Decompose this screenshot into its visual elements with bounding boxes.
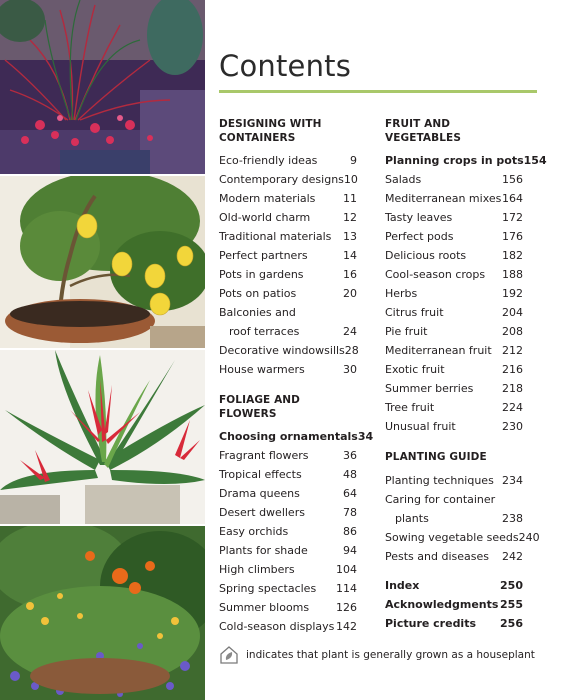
section-heading-line: FOLIAGE AND FLOWERS (219, 394, 300, 420)
section-heading-line: PLANTING GUIDE (385, 451, 487, 463)
toc-entry-label: Plants for shade (219, 544, 308, 557)
toc-entry-page: 13 (343, 230, 357, 243)
toc-entry-label: Index (385, 578, 420, 592)
toc-entry[interactable] (219, 560, 357, 579)
toc-entry[interactable] (385, 398, 523, 417)
toc-entry-page: 30 (343, 363, 357, 376)
toc-entry[interactable] (385, 576, 523, 595)
toc-entry-page: 14 (343, 249, 357, 262)
toc-entry-page: 172 (502, 211, 523, 224)
toc-entry-label: Caring for container (385, 492, 496, 506)
toc-entry[interactable] (219, 503, 357, 522)
toc-entry[interactable] (219, 284, 357, 303)
toc-entry-page: 28 (344, 344, 359, 357)
toc-entry-page: 218 (502, 382, 523, 395)
toc-entry[interactable] (219, 360, 357, 379)
toc-entry[interactable] (385, 614, 523, 633)
toc-entry-label: Pie fruit (385, 325, 428, 338)
footnote-text: indicates that plant is generally grown as a houseplant (246, 649, 535, 661)
toc-entry[interactable] (385, 170, 523, 189)
toc-section-foliage (219, 394, 374, 636)
toc-entry[interactable] (219, 522, 357, 541)
toc-entry-page: 212 (502, 344, 523, 357)
toc-entry-label: Desert dwellers (219, 506, 305, 519)
toc-entry-label: Easy orchids (219, 525, 289, 538)
toc-entry-label: plants (395, 511, 429, 525)
toc-entry-page: 16 (343, 268, 357, 281)
toc-entry[interactable] (385, 246, 523, 265)
toc-entry-page: 204 (502, 306, 523, 319)
toc-entry-label: roof terraces (229, 325, 300, 338)
toc-entry[interactable] (219, 322, 357, 341)
toc-entry-page: 188 (502, 268, 523, 281)
toc-entry-label: Eco-friendly ideas (219, 154, 318, 167)
toc-entry[interactable] (385, 227, 523, 246)
toc-entry-page: 156 (502, 173, 523, 186)
toc-entry-label: Mediterranean mixes (385, 192, 502, 205)
toc-entry-label: Picture credits (385, 616, 477, 630)
toc-entry-label: Unusual fruit (385, 420, 456, 433)
toc-entry-page: 250 (500, 578, 523, 592)
toc-entry-label: Planning crops in pots (385, 154, 524, 167)
toc-entry-page: 9 (350, 154, 357, 167)
section-heading (385, 451, 523, 465)
toc-entry-page: 255 (500, 597, 523, 611)
toc-entry[interactable] (385, 322, 523, 341)
toc-entry-page: 164 (502, 192, 523, 205)
toc-entry-label: Decorative windowsills (219, 344, 345, 357)
toc-entry[interactable] (219, 541, 357, 560)
section-heading (385, 118, 523, 145)
toc-entry-label: Delicious roots (385, 249, 467, 262)
photo-summer-container (0, 526, 205, 700)
toc-entry[interactable] (219, 170, 357, 189)
toc-entry-page: 86 (343, 525, 357, 538)
section-spacer (385, 566, 523, 576)
toc-entry[interactable] (385, 189, 523, 208)
toc-entry-page: 192 (502, 287, 523, 300)
toc-entry-label: Tasty leaves (385, 211, 453, 224)
toc-entry[interactable] (385, 303, 523, 322)
toc-entry-page: 182 (502, 249, 523, 262)
toc-entry[interactable] (385, 528, 540, 547)
toc-entry[interactable] (219, 151, 357, 170)
toc-entry-label: Tree fruit (385, 401, 435, 414)
toc-entry-page: 20 (343, 287, 357, 300)
toc-entry-page: 216 (502, 363, 523, 376)
toc-entry[interactable] (219, 579, 357, 598)
toc-entry-label: Planting techniques (385, 473, 494, 487)
grass-container-image (0, 0, 205, 174)
toc-entry[interactable] (219, 303, 357, 322)
toc-entry-label: Fragrant flowers (219, 449, 309, 462)
toc-entry[interactable] (219, 484, 357, 503)
toc-entry-page: 238 (502, 511, 523, 525)
toc-entry-page: 240 (518, 530, 540, 544)
toc-entry-label: Drama queens (219, 487, 300, 500)
toc-entry-label: Balconies and (219, 306, 296, 319)
toc-entry[interactable] (219, 189, 357, 208)
toc-entry-label: Herbs (385, 287, 418, 300)
toc-entry-label: Cool-season crops (385, 268, 486, 281)
toc-entry-page: 224 (502, 401, 523, 414)
toc-entry[interactable] (385, 360, 523, 379)
toc-entry-page: 104 (336, 563, 357, 576)
toc-entry[interactable] (385, 417, 523, 436)
toc-entry[interactable] (385, 151, 547, 170)
toc-entry[interactable] (219, 341, 357, 360)
lemon-tree-image (0, 176, 205, 348)
toc-entry-label: Cold-season displays (219, 620, 335, 633)
section-heading-line: DESIGNING WITH (219, 118, 322, 130)
toc-entry-label: Choosing ornamentals (219, 430, 358, 443)
toc-entry-label: Citrus fruit (385, 306, 444, 319)
title-underline (219, 90, 537, 93)
toc-section-planting (385, 451, 540, 566)
toc-entry-page: 36 (343, 449, 357, 462)
toc-left-column (219, 118, 374, 636)
toc-entry[interactable] (219, 427, 374, 446)
toc-entry[interactable] (385, 341, 523, 360)
toc-entry-label: Old-world charm (219, 211, 311, 224)
toc-section-fruit-veg (385, 118, 547, 436)
toc-entry[interactable] (385, 490, 523, 509)
toc-entry-page: 10 (343, 173, 358, 186)
toc-entry[interactable] (219, 265, 357, 284)
toc-entry-label: High climbers (219, 563, 295, 576)
toc-entry[interactable] (219, 246, 357, 265)
section-heading-line: FRUIT AND VEGETABLES (385, 118, 461, 144)
toc-entry[interactable] (385, 208, 523, 227)
toc-entry[interactable] (385, 595, 523, 614)
section-spacer (385, 436, 523, 451)
section-heading-line: CONTAINERS (219, 131, 296, 144)
toc-entry[interactable] (385, 471, 523, 490)
toc-entry[interactable] (219, 598, 357, 617)
toc-entry-page: 24 (343, 325, 357, 338)
toc-entry[interactable] (219, 446, 357, 465)
toc-entry-page: 48 (343, 468, 357, 481)
section-heading (219, 118, 357, 145)
toc-entry-label: Acknowledgments (385, 597, 499, 611)
toc-entry-page: 126 (336, 601, 357, 614)
toc-entry-page: 230 (502, 420, 523, 433)
toc-section-backmatter (385, 576, 523, 633)
toc-entry-label: Perfect pods (385, 230, 454, 243)
toc-entry-label: Perfect partners (219, 249, 308, 262)
toc-entry[interactable] (385, 265, 523, 284)
toc-entry-page: 78 (343, 506, 357, 519)
toc-entry-page: 256 (500, 616, 523, 630)
toc-entry-page: 176 (502, 230, 523, 243)
page-title: Contents (219, 49, 352, 83)
toc-entry-label: Pots in gardens (219, 268, 304, 281)
toc-entry[interactable] (385, 284, 523, 303)
toc-entry[interactable] (385, 379, 523, 398)
section-spacer (219, 379, 357, 394)
toc-right-column (385, 118, 547, 633)
section-heading (219, 394, 357, 421)
toc-entry-label: Tropical effects (219, 468, 302, 481)
toc-entry-page: 12 (343, 211, 357, 224)
toc-entry-label: Traditional materials (219, 230, 332, 243)
toc-entry-label: Summer berries (385, 382, 474, 395)
toc-entry-label: Pests and diseases (385, 549, 489, 563)
toc-entry-label: Spring spectacles (219, 582, 317, 595)
toc-entry-page: 234 (502, 473, 523, 487)
toc-entry[interactable] (219, 227, 357, 246)
photo-strip (0, 0, 205, 700)
toc-entry-page: 114 (336, 582, 357, 595)
toc-entry[interactable] (385, 509, 523, 528)
toc-entry-page: 154 (523, 154, 547, 167)
toc-entry[interactable] (219, 465, 357, 484)
toc-entry-label: Exotic fruit (385, 363, 445, 376)
photo-grass-container (0, 0, 205, 174)
toc-entry-label: House warmers (219, 363, 305, 376)
photo-bromeliad (0, 350, 205, 524)
toc-entry-page: 242 (502, 549, 523, 563)
toc-entry-page: 11 (343, 192, 357, 205)
toc-entry-page: 142 (336, 620, 357, 633)
toc-entry-label: Modern materials (219, 192, 316, 205)
toc-entry[interactable] (219, 617, 357, 636)
toc-section-designing (219, 118, 357, 379)
toc-entry-label: Contemporary designs (219, 173, 344, 186)
toc-entry[interactable] (385, 547, 523, 566)
bromeliad-image (0, 350, 205, 524)
toc-entry[interactable] (219, 208, 357, 227)
summer-container-image (0, 526, 205, 700)
toc-entry-page: 208 (502, 325, 523, 338)
toc-entry-label: Mediterranean fruit (385, 344, 492, 357)
photo-lemon-tree (0, 176, 205, 348)
toc-entry-label: Pots on patios (219, 287, 297, 300)
toc-entry-page: 64 (343, 487, 357, 500)
houseplant-leaf-icon (219, 645, 239, 665)
toc-entry-label: Summer blooms (219, 601, 310, 614)
toc-entry-label: Sowing vegetable seeds (385, 530, 519, 544)
houseplant-footnote (219, 645, 535, 665)
toc-entry-page: 94 (343, 544, 357, 557)
toc-entry-page: 34 (357, 430, 374, 443)
toc-entry-label: Salads (385, 173, 422, 186)
